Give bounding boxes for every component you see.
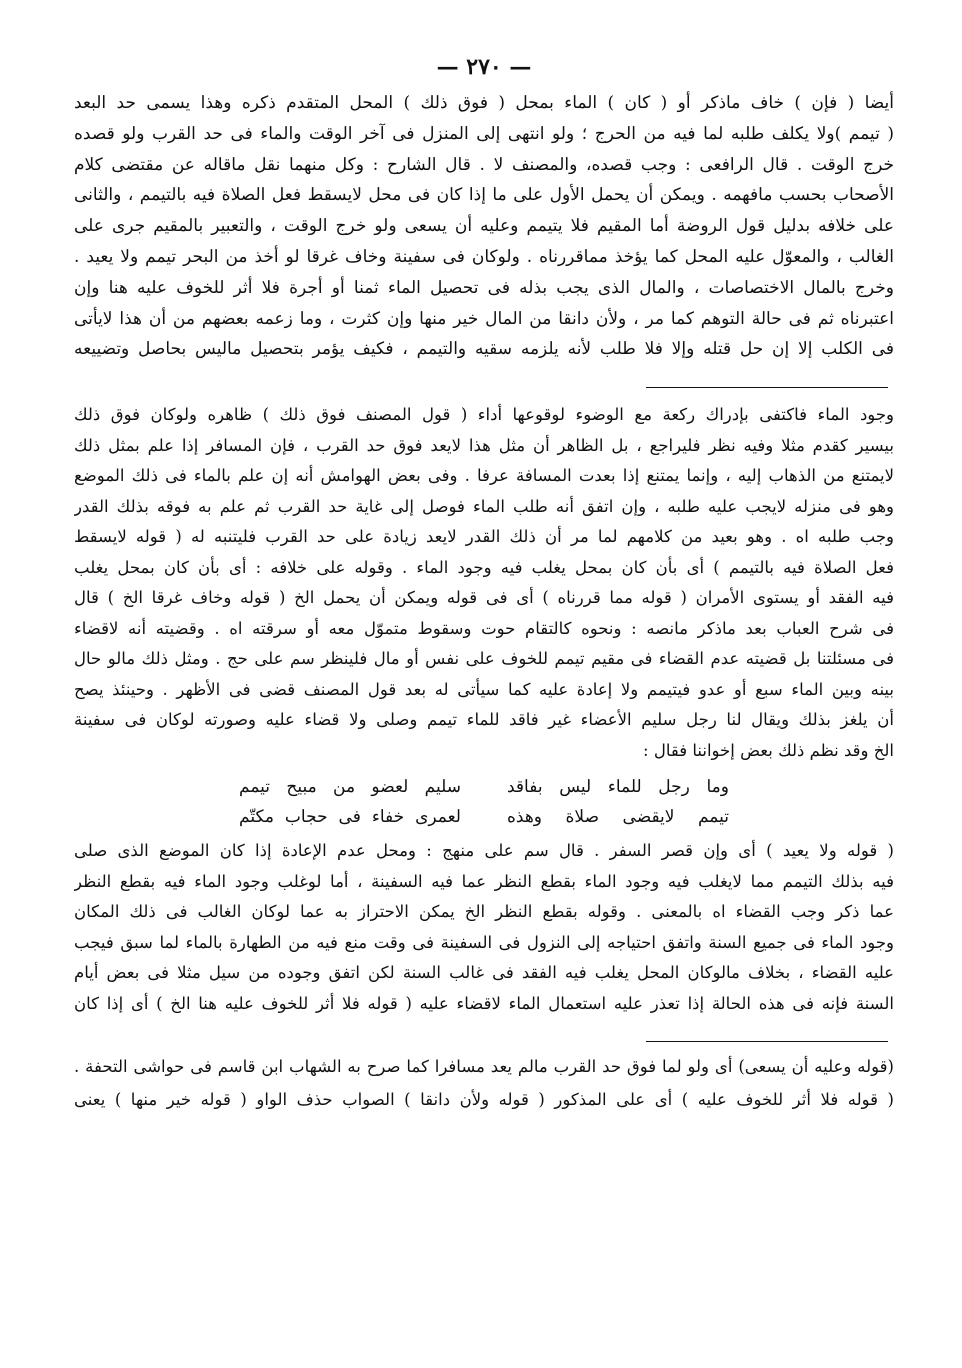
footnote-line: ( قوله فلا أثر للخوف عليه ) أى على المذكور ( قوله ولأن دانقا ) الصواب حذف الواو ( قوله خير منها ) يعنى <box>74 1090 894 1110</box>
poem <box>74 766 894 836</box>
verse-first-hemistich: وما رجل للماء ليس بفاقد <box>507 777 729 798</box>
commentary <box>74 400 894 1019</box>
commentary-line: وجود الماء فى جميع السنة واتفق احتياجه إلى النزول فى السفينة فى وقت منع فيه من الطهارة بالماء لما سبق فيجب <box>74 932 894 952</box>
footnote-line: (قوله وعليه أن يسعى) أى ولو لما فوق حد القرب مالم يعد مسافرا كما صرح به الشهاب ابن قاسم فى حواشى التحفة . <box>74 1057 894 1077</box>
commentary-line: بينه وبين الماء سبع أو عدو فيتيمم ولا إعادة عليه كما سيأتى له بعد قول المصنف قضى فى الأظهر . وحينئذ يصح <box>74 679 894 699</box>
page-number: — ٢٧٠ — <box>436 54 532 80</box>
commentary-line: ( قوله ولا يعيد ) أى وإن قصر السفر . قال سم على منهج : ومحل عدم الإعادة إذا كان الموضع الذى صلى <box>74 841 894 861</box>
commentary-line: السنة فإنه فى هذه الحالة إذا تعذر عليه استعمال الماء لاقضاء عليه ( قوله فلا أثر للخوف عليه هنا الخ ) أى إذا كان <box>74 993 894 1013</box>
main-text-line: وخرج بالمال الاختصاصات ، والمال الذى يجب بذله فى تحصيل الماء ثمنا أو أجرة فلا أثر للخوف عليه هنا وإن <box>74 277 894 298</box>
footnote-divider <box>646 1041 888 1042</box>
verse-second-hemistich: سليم لعضو من مبيح تيمم <box>239 777 461 798</box>
commentary-line: بيسير كقدم مثلا وفيه نظر فليراجع ، بل الظاهر أن مثل هذا لايعد فوق حد القرب ، فإن المسافر إذا علم بمثل ذلك <box>74 435 894 455</box>
poem-verse <box>74 772 894 802</box>
main-text-line: أيضا ( فإن ) خاف ماذكر أو ( كان ) الماء بمحل ( فوق ذلك ) المحل المتقدم ذكره وهذا يسمى حد البعد <box>74 93 894 113</box>
commentary-line: فى مسئلتنا بل قضيته عدم القضاء فى مقيم تيمم للخوف على نفس أو مال فلينظر سم على حج . ومثل ذلك مالو حال <box>74 649 894 669</box>
commentary-line: عما ذكر وجب القضاء اه بالمعنى . وقوله بقطع النظر الخ يمكن الاحتراز به عما لوكان الغالب فى ذلك المكان <box>74 902 894 922</box>
section-divider <box>646 387 888 388</box>
footnotes <box>74 1050 894 1116</box>
commentary-line: فى شرح العباب بعد ماذكر مانصه : ونحوه كالتقام حوت وسقوط متموّل معه أو سرقته اه . وقضيته أنه لاقضاء <box>74 618 894 638</box>
commentary-line: وجود الماء فاكتفى بإدراك ركعة مع الوضوء لوقوعها أداء ( قول المصنف فوق ذلك ) ظاهره ولوكان فوق ذلك <box>74 405 894 425</box>
commentary-line: فيه بذلك التيمم مما لايغلب فيه وجود الماء بقطع النظر عما فيه السفينة ، أما لوغلب وجود الماء فيه بقطع النظر <box>74 871 894 891</box>
main-text-line: اعتبرناه ثم فى حالة التوهم كما مر ، ولأن دانقا من المال خير منها وإن كثرت ، وما زعمه بعضهم من أن هذا لايأتى <box>74 308 894 329</box>
commentary-line: وهو فى منزله لايجب عليه طلبه ، وإن اتفق أنه طلب الماء فوصل إلى غاية حد القرب ثم علم به فوقه بذلك القدر <box>74 496 894 516</box>
commentary-line: فعل الصلاة فيه بالتيمم ) أى بأن كان بمحل يغلب فيه وجود الماء . وقوله على خلافه : أى بأن كان بمحل يغلب <box>74 557 894 577</box>
commentary-line: أن يلغز بذلك ويقال لنا رجل سليم الأعضاء غير فاقد للماء تيمم وصلى ولا قضاء عليه وصورته لوكان فى سفينة <box>74 710 894 730</box>
commentary-line: الخ وقد نظم ذلك بعض إخواننا فقال : <box>643 740 894 760</box>
main-text-line: فى الكلب إلا إن حل قتله وإلا فلا طلب لأنه يلزمه سقيه والتيمم ، فكيف يؤمر بتحصيل ماليس بحاصل وتضييعه <box>74 339 894 360</box>
main-text <box>74 88 894 365</box>
commentary-line: لايمتنع من الذهاب إليه ، وإنما يمتنع إذا بعدت المسافة عرفا . وفى بعض الهوامش أنه إن علم بالماء فى ذلك الموضع <box>74 466 894 486</box>
commentary-line: عليه القضاء ، بخلاف مالوكان المحل يغلب فيه الفقد فى غالب السنة لكن اتفق وجوده من سيل مثلا فى بعض أيام <box>74 963 894 983</box>
main-text-line: ( تيمم )ولا يكلف طلبه لما فيه من الحرج ؛ ولو انتهى إلى المنزل فى آخر الوقت والماء فى حد القرب ولو قصده <box>74 123 894 144</box>
commentary-line: وجب طلبه اه . وهو بعيد من كلامهم لما مر أن ذلك القدر لايعد زيادة على حد القرب فليتنبه له ( قوله لايسقط <box>74 527 894 547</box>
main-text-line: الغالب ، والمعوّل عليه المحل كما يؤخذ مماقررناه . ولوكان فى سفينة وخاف غرقا لو أخذ من البحر تيمم ولا يعيد . <box>74 246 894 267</box>
main-text-line: على خلافه بدليل قول الروضة أما المقيم فلا يتيمم وعليه أن يسعى ولو خرج الوقت ، والتعبير بالمقيم جرى على <box>74 216 894 237</box>
commentary-line: فيه الفقد أو يستوى الأمران ( قوله مما قررناه ) أى فى قوله ويمكن أن يحمل الخ ( قوله وخاف غرقا الخ ) قال <box>74 588 894 608</box>
verse-first-hemistich: تيمم لايقضى صلاة وهذه <box>507 807 729 828</box>
poem-verse <box>74 802 894 832</box>
main-text-line: الأصحاب بحسب مافهمه . ويمكن أن يحمل الأول على ما إذا كان فى محل لايسقط فعل الصلاة فيه بالتيمم ، والثانى <box>74 185 894 206</box>
main-text-line: خرج الوقت . قال الرافعى : وجب قصده، والمصنف لا . قال الشارح : وكل منهما نقل ماقاله عن مقتضى كلام <box>74 154 894 175</box>
verse-second-hemistich: لعمرى خفاء فى حجاب مكتّم <box>239 807 461 828</box>
